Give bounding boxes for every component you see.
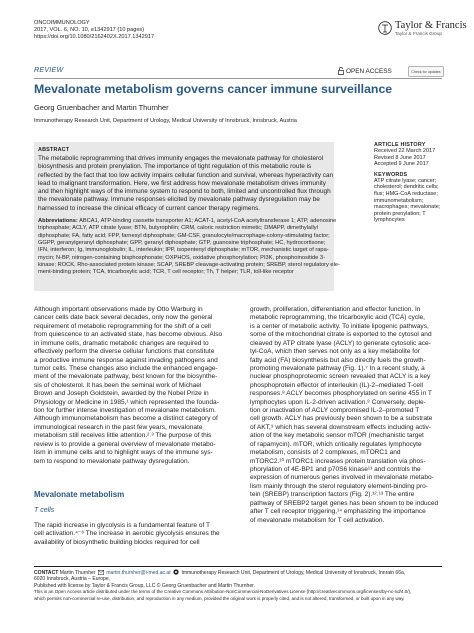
body-line: Physiology or Medicine in 1985,¹ which represented the founda- [34,398,219,406]
body-left-column-continued [34,522,234,547]
abstract-line: and then highlight ways of the immune system to respond to both, limited and uncontrolled flux through [38,188,331,195]
contact-label: CONTACT [34,570,59,576]
abbreviations-heading: Abbreviations: [38,218,78,224]
address-icon [173,569,179,575]
abstract-line: harnessed to increase the clinical efficacy of current cancer therapy regimens. [38,204,261,212]
journal-header [34,20,154,41]
body-line: metabolic reprogramming, the tricarboxylic acid (TCA) cycle, [250,314,426,322]
copyright-line: Published with license by Taylor & Francis Group, LLC © Georg Gruenbacher and Martin Thurnher. [34,582,255,589]
body-line: cell growth. ACLY has previously been shown to be a substrate [250,415,433,423]
body-line: nuclear phosphoproteomic screen revealed that ACLY is a key [250,373,431,381]
body-line: requirement of metabolic reprogramming for the shift of a cell [34,322,211,330]
article-authors: Georg Gruenbacher and Martin Thurnher [34,103,169,112]
body-right-column [250,306,442,525]
body-line: promoting mevalonate pathway (Fig. 1).⁷ In a recent study, a [250,364,425,372]
keyword-line: lymphocytes [374,217,405,224]
body-line: is a center of metabolic activity. To initiate lipogenic pathways, [250,322,429,330]
body-line: sis of cholesterol. It has been the seminal work of Michael [34,381,202,389]
article-title: Mevalonate metabolism governs cancer immune surveillance [34,82,393,96]
body-line: tem to respond to mevalonate pathway dysregulation. [34,457,190,465]
body-line: metabolism still receives little attention.²˒³ The purpose of this [34,432,212,440]
contact-name: Martin Thurnher [59,570,96,576]
abbreviation-line: ment-binding protein; TCA, tricarboxylic acid; TCR, T cell receptor; Th, T helper; TLR, toll-like receptor [38,269,294,276]
body-line: lism in immune cells and to highlight ways of the immune sys- [34,449,213,457]
body-line: in immune cells, dramatic metabolic changes are required to [34,339,209,347]
keyword-line: protein prenylation; T [374,210,426,217]
body-line: tion or inactivation of ACLY compromised IL-2–promoted T [250,407,420,415]
body-line: pathway of SREBP2 target genes has been shown to be induced [250,499,439,507]
body-line: review is to provide a general overview of mevalonate metabo- [34,440,216,448]
contact-email[interactable]: martin.thurnher@i-med.ac.at [106,570,171,576]
body-line: tumor cells. These changes also include the enhanced engage- [34,364,218,372]
body-line: metabolism, consists of 2 complexes, mTORC1 and [250,449,401,457]
open-access-label: OPEN ACCESS [346,67,392,75]
body-left-column [34,306,234,466]
body-line: ation of the key metabolic sensor mTOR (mechanistic target [250,432,424,440]
body-line: after T cell receptor triggering,¹⁴ emphasizing the importance [250,508,426,516]
keyword-line: ATP citrate lyase; cancer; [374,177,437,184]
body-line: phorylation of 4E-BP1 and p70S6 kinase¹¹ and controls the [250,466,421,474]
article-affiliation: Immunotherapy Research Unit, Department of Urology, Medical University of Innsbruck, Innsbruck, Austria [34,118,297,124]
body-line: tein (SREBP) transcription factors (Fig. 2).¹²˒¹³ The entire [250,491,415,499]
check-updates-label: Check for updates [411,69,441,74]
body-line: tion for further intense investigation of mevalonate metabolism. [34,407,216,415]
abbreviation-line: IFN, interferon; Ig, immunoglobulin; IL, interleukin; IPP, isopentenyl diphosphate; mTOR, mechanistic target of rapa- [38,247,329,254]
footer-divider [34,566,442,567]
license-line: which permits non-commercial re-use, distribution, and reproduction in any medium, provided the original work is properly cited, and is not altered, transformed, or built upon in any way. [34,595,405,601]
license-line: This is an Open Access article distributed under the terms of the Creative Commons Attribution-NonCommercial-NoDerivatives License (http://creativecommons.org/licenses/by-nc-nd/4.0/), [34,589,412,595]
body-line: effectively perform the diverse cellular functions that constitute [34,348,215,356]
body-line: of AKT,⁹ which has several downstream effects including activ- [250,423,431,431]
body-line: lism mainly through the sterol regulatory element-binding pro- [250,482,428,490]
keyword-line: cholesterol; dendritic cells; [374,184,439,191]
body-line: growth, proliferation, differentiation and effector function. In [250,306,421,313]
history-line: Received 22 March 2017 [374,148,436,154]
body-line: Brown and Joseph Goldstein, awarded by the Nobel Prize in [34,390,209,398]
body-line: availability of biosynthetic building blocks required for cell [34,538,200,546]
journal-name: ONCOIMMUNOLOGY [34,20,90,26]
body-line: of rapamycin). mTOR, which critically regulates lymphocyte [250,440,422,448]
body-line: cancer cells date back several decades, only now the general [34,314,213,322]
body-line: from quiescence to an activated state, has become obvious. Also [34,331,223,339]
body-line: immunological research in the past few years, mevalonate [34,423,203,431]
abstract-box [34,142,340,291]
abstract-line: lead to malignant transformation. Here, we first address how mevalonate metabolism drives immunity [38,179,327,187]
publisher-emblem-icon [378,21,392,35]
abbreviation-line: GGPP, geranylgeranyl diphosphate; GPP, geranyl diphosphate; GTP, guanosine triphosphate; HC, hydrocortisone; [38,240,326,247]
article-history [374,148,442,168]
abstract-line: reflected by the fact that too low activity impairs cellular function and survival, whereas hyperactivity can [38,171,334,179]
contact-address: Immunotherapy Research Unit, Department of Urology, Medical University of Innsbruck, Innrain 66a, [181,570,406,576]
body-line: cleaved by ATP citrate lyase (ACLY) to generate cytosolic ace- [250,339,431,347]
body-line: mTORC2.¹⁰ mTORC1 increases protein translation via phos- [250,457,426,465]
open-access-badge [338,67,392,75]
contact-address-continued: 6020 Innsbruck, Austria – Europe. [34,576,111,583]
keyword-line: flux; HMG-CoA reductase; [374,190,438,197]
abstract-line: biosynthesis and protein prenylation. The importance of tight regulation of this metabolic route is [38,163,312,171]
body-line: fatty acid (FA) biosynthesis but also directly fuels the growth- [250,356,426,364]
email-icon [98,570,104,575]
keyword-line: immunometabolism; [374,197,424,204]
article-sidebar [374,142,442,224]
footer [34,569,442,602]
check-updates-button[interactable] [408,66,444,77]
body-line: expression of numerous genes involved in mevalonate metabo- [250,474,434,482]
abbreviation-line: triphosphate; ACLY, ATP citrate lyase; BTN, butyrophilin; CRM, caloric restriction mimetic; DMAPP, dimethylallyl [38,225,318,232]
abbreviation-line: kinase; ROCK, Rho-associated protein kinase; SCAP, SREBP cleavage-activating protein; SREBP, sterol regulatory ele- [38,262,340,269]
abbreviations [38,218,340,277]
publisher-sub: Taylor & Francis Group [395,31,442,36]
keywords [374,178,442,224]
body-line: some of the mitochondrial citrate is exported to the cytosol and [250,331,432,339]
section-label: REVIEW [34,67,64,74]
body-line: phosphoprotein effector of interleukin (IL)-2–mediated T-cell [250,381,423,389]
abstract-line: The metabolic reprogramming that drives immunity engages the mevalonate pathway for cholesterol [38,155,324,162]
publisher-logo [378,20,467,36]
abstract-line: the mevalonate pathway. Immune responses elicited by mevalonate pathway dysregulation may be [38,196,320,204]
abstract-text [38,155,334,213]
body-line: Although important observations made by Otto Warburg in [34,306,203,313]
publisher-name: Taylor & Francis [395,20,467,31]
abbreviation-line: diphosphate; FA, fatty acid; FPP, farnesyl diphosphate; GM-CSF, granulocyte/macrophage-colony-stimulating factor; [38,232,330,239]
journal-doi[interactable]: https://doi.org/10.1080/2162402X.2017.1342917 [34,34,155,40]
history-line: Revised 8 June 2017 [374,154,426,161]
body-line: responses.⁸ ACLY becomes phosphorylated on serine 455 in T [250,390,432,398]
keyword-line: macrophages; mevalonate; [374,204,441,211]
open-lock-icon [338,67,344,75]
abstract-heading: ABSTRACT [38,147,70,153]
body-line: ment of the mevalonate pathway, best known for the biosynthe- [34,373,218,381]
section-heading: Mevalonate metabolism [34,490,125,499]
body-line: Although immunometabolism has become a distinct category of [34,415,218,423]
body-line: a productive immune response against invading pathogens and [34,356,218,364]
journal-citation: 2017, VOL. 6, NO. 10, e1342917 (10 pages) [34,27,145,33]
article-history-heading: ARTICLE HISTORY [374,142,426,148]
body-line: tyl-CoA, which then serves not only as a key metabolite for [250,348,420,356]
history-line: Accepted 9 June 2017 [374,161,429,168]
subsection-heading: T cells [34,507,55,514]
body-line: cell activation.⁴⁻⁶ The increase in aerobic glycolysis ensures the [34,530,220,538]
body-line: The rapid increase in glycolysis is a fundamental feature of T [34,522,211,529]
body-line: of mevalonate metabolism for T cell activation. [250,516,385,524]
abbreviation-line: ABCA1, ATP-binding cassette transporter A1; ACAT-1, acetyl-CoA acetyltransferase 1; ATP, adenosine [77,218,337,224]
keywords-heading: KEYWORDS [374,171,408,178]
body-line: lymphocytes upon IL-2-driven activation.⁸ Conversely, deple- [250,398,426,406]
abbreviation-line: mycin; N-BP, nitrogen-containing bisphosphonate; OXPHOS, oxidative phosphorylation; PI3K, phosphoinositide 3- [38,254,325,261]
